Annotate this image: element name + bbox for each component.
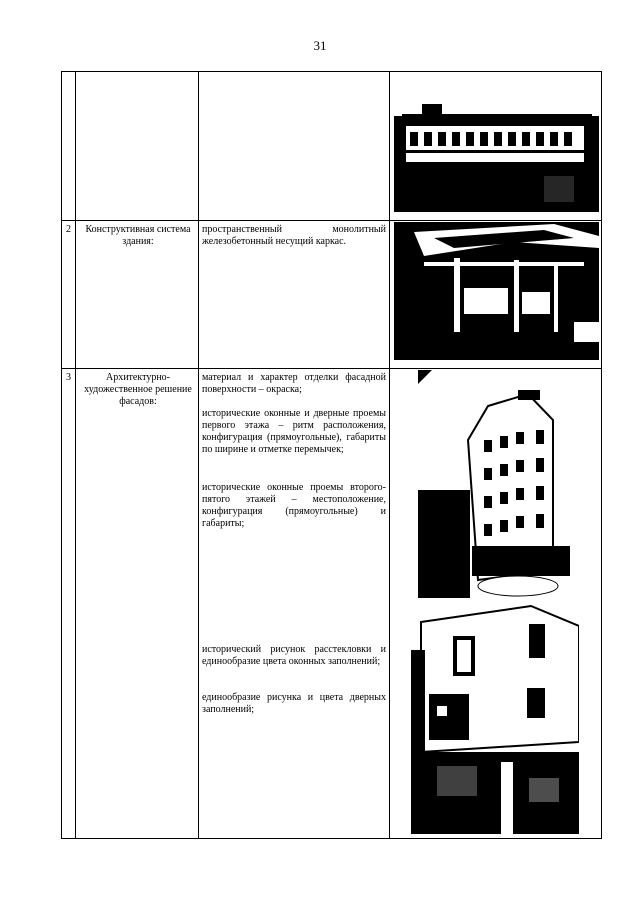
facade-windows-photo [411, 602, 579, 834]
row-description [202, 482, 386, 530]
column-divider [389, 72, 390, 838]
row-divider [62, 220, 601, 221]
building-corner-photo [418, 370, 570, 598]
frame-structure-photo [394, 222, 599, 360]
row-number: 3 [66, 372, 71, 383]
row-description [202, 372, 386, 396]
description-paragraph: исторические оконные и дверные проемы первого этажа – ритм расположения, конфигурация (прямоугольные), габариты по ширине и отметке перемычек; [202, 408, 386, 455]
description-paragraph: исторический рисунок расстекловки и единообразие цвета оконных заполнений; [202, 644, 386, 667]
column-divider [198, 72, 199, 838]
description-paragraph: единообразие рисунка и цвета дверных заполнений; [202, 692, 386, 715]
description-paragraph: материал и характер отделки фасадной поверхности – окраска; [202, 372, 386, 395]
page-number: 31 [313, 38, 327, 53]
row-description [202, 644, 386, 668]
features-table [61, 71, 602, 839]
row-number: 2 [66, 224, 71, 235]
row-description [202, 692, 386, 716]
row-divider [62, 368, 601, 369]
row-description [202, 224, 386, 248]
row-name: Конструктивная система здания: [85, 224, 191, 247]
column-divider [75, 72, 76, 838]
row-description [202, 408, 386, 456]
description-paragraph: исторические оконные проемы второго-пятого этажей – местоположение, конфигурация (прямоугольные) и габариты; [202, 482, 386, 529]
facade-photo [394, 96, 599, 212]
description-paragraph: пространственный монолитный железобетонный несущий каркас. [202, 224, 386, 247]
row-name: Архитектурно-художественное решение фасадов: [84, 372, 192, 407]
